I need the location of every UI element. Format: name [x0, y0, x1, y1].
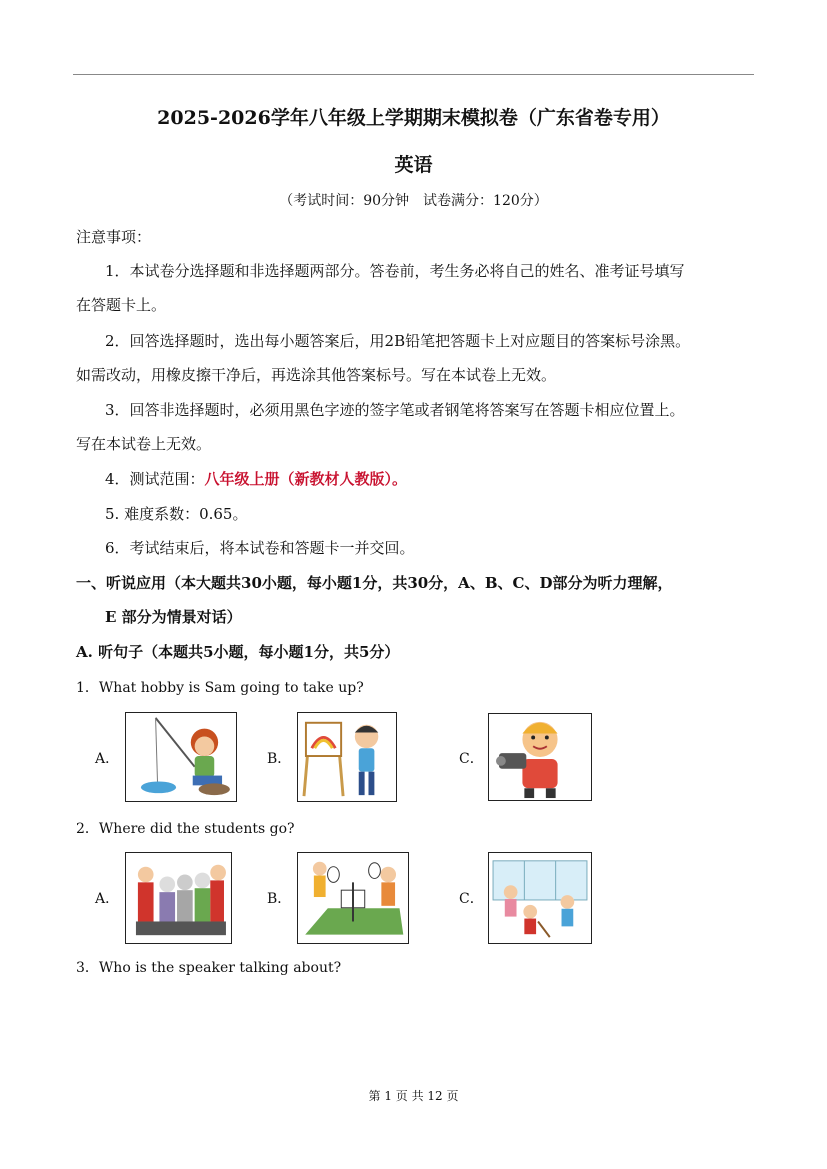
note-3-line1: 3．回答非选择题时，必须用黑色字迹的签字笔或者钢笔将答案写在答题卡相应位置上。 [105, 401, 685, 419]
q1-option-a-image-fishing[interactable] [125, 712, 237, 802]
camera-boy-icon [489, 714, 591, 800]
painting-boy-icon [298, 713, 396, 801]
page-footer: 第 1 页 共 12 页 [368, 1089, 459, 1103]
section1-heading: 一、听说应用（本大题共30小题，每小题1分，共30分，A、B、C、D部分为听力理解， [76, 574, 673, 592]
q2-option-a-image-nursing-home[interactable] [125, 852, 232, 944]
q1-option-c-label: C． [459, 751, 484, 767]
note-2-line1: 2．回答选择题时，选出每小题答案后，用2B铅笔把答题卡上对应题目的答案标号涂黑。 [105, 332, 691, 350]
q2-option-b-image-tennis-court[interactable] [297, 852, 409, 944]
note-4 [105, 469, 407, 489]
note-2-line2: 如需改动，用橡皮擦干净后，再选涂其他答案标号。写在本试卷上无效。 [76, 366, 557, 384]
header-rule [73, 74, 754, 75]
note-1-line1: 1．本试卷分选择题和非选择题两部分。答卷前，考生务必将自己的姓名、准考证号填写 [105, 262, 685, 280]
exam-info: （考试时间：90分钟 试卷满分：120分） [279, 193, 548, 209]
note-6: 6．考试结束后，将本试卷和答题卡一并交回。 [105, 539, 415, 557]
q1-option-b-label: B． [267, 751, 292, 767]
tennis-court-icon [298, 853, 408, 943]
elderly-people-icon [126, 853, 231, 943]
fishing-boy-icon [126, 713, 236, 801]
section1-heading-cont: E 部分为情景对话） [105, 608, 242, 626]
q2-option-b-label: B． [267, 891, 292, 907]
question-1: 1．What hobby is Sam going to take up? [76, 680, 364, 696]
subject-title: 英语 [394, 154, 433, 176]
question-3: 3．Who is the speaker talking about? [76, 960, 342, 976]
question-2: 2．Where did the students go? [76, 821, 295, 837]
test-scope: 八年级上册（新教材人教版）。 [204, 470, 408, 488]
q1-option-c-image-photography[interactable] [488, 713, 592, 801]
q1-option-a-label: A． [95, 751, 120, 767]
notes-heading: 注意事项： [76, 228, 152, 246]
q2-option-c-image-classroom-cleaning[interactable] [488, 852, 592, 944]
cleaning-children-icon [489, 853, 591, 943]
q2-option-c-label: C． [459, 891, 484, 907]
note-4-prefix: 4．测试范围： [105, 470, 205, 488]
note-1-line2: 在答题卡上。 [76, 296, 167, 314]
exam-title: 2025-2026学年八年级上学期期末模拟卷（广东省卷专用） [157, 107, 670, 129]
q2-option-a-label: A． [95, 891, 120, 907]
partA-heading: A. 听句子（本题共5小题，每小题1分，共5分） [76, 643, 400, 661]
note-5: 5. 难度系数：0.65。 [105, 505, 248, 523]
note-3-line2: 写在本试卷上无效。 [76, 435, 212, 453]
q1-option-b-image-painting[interactable] [297, 712, 397, 802]
